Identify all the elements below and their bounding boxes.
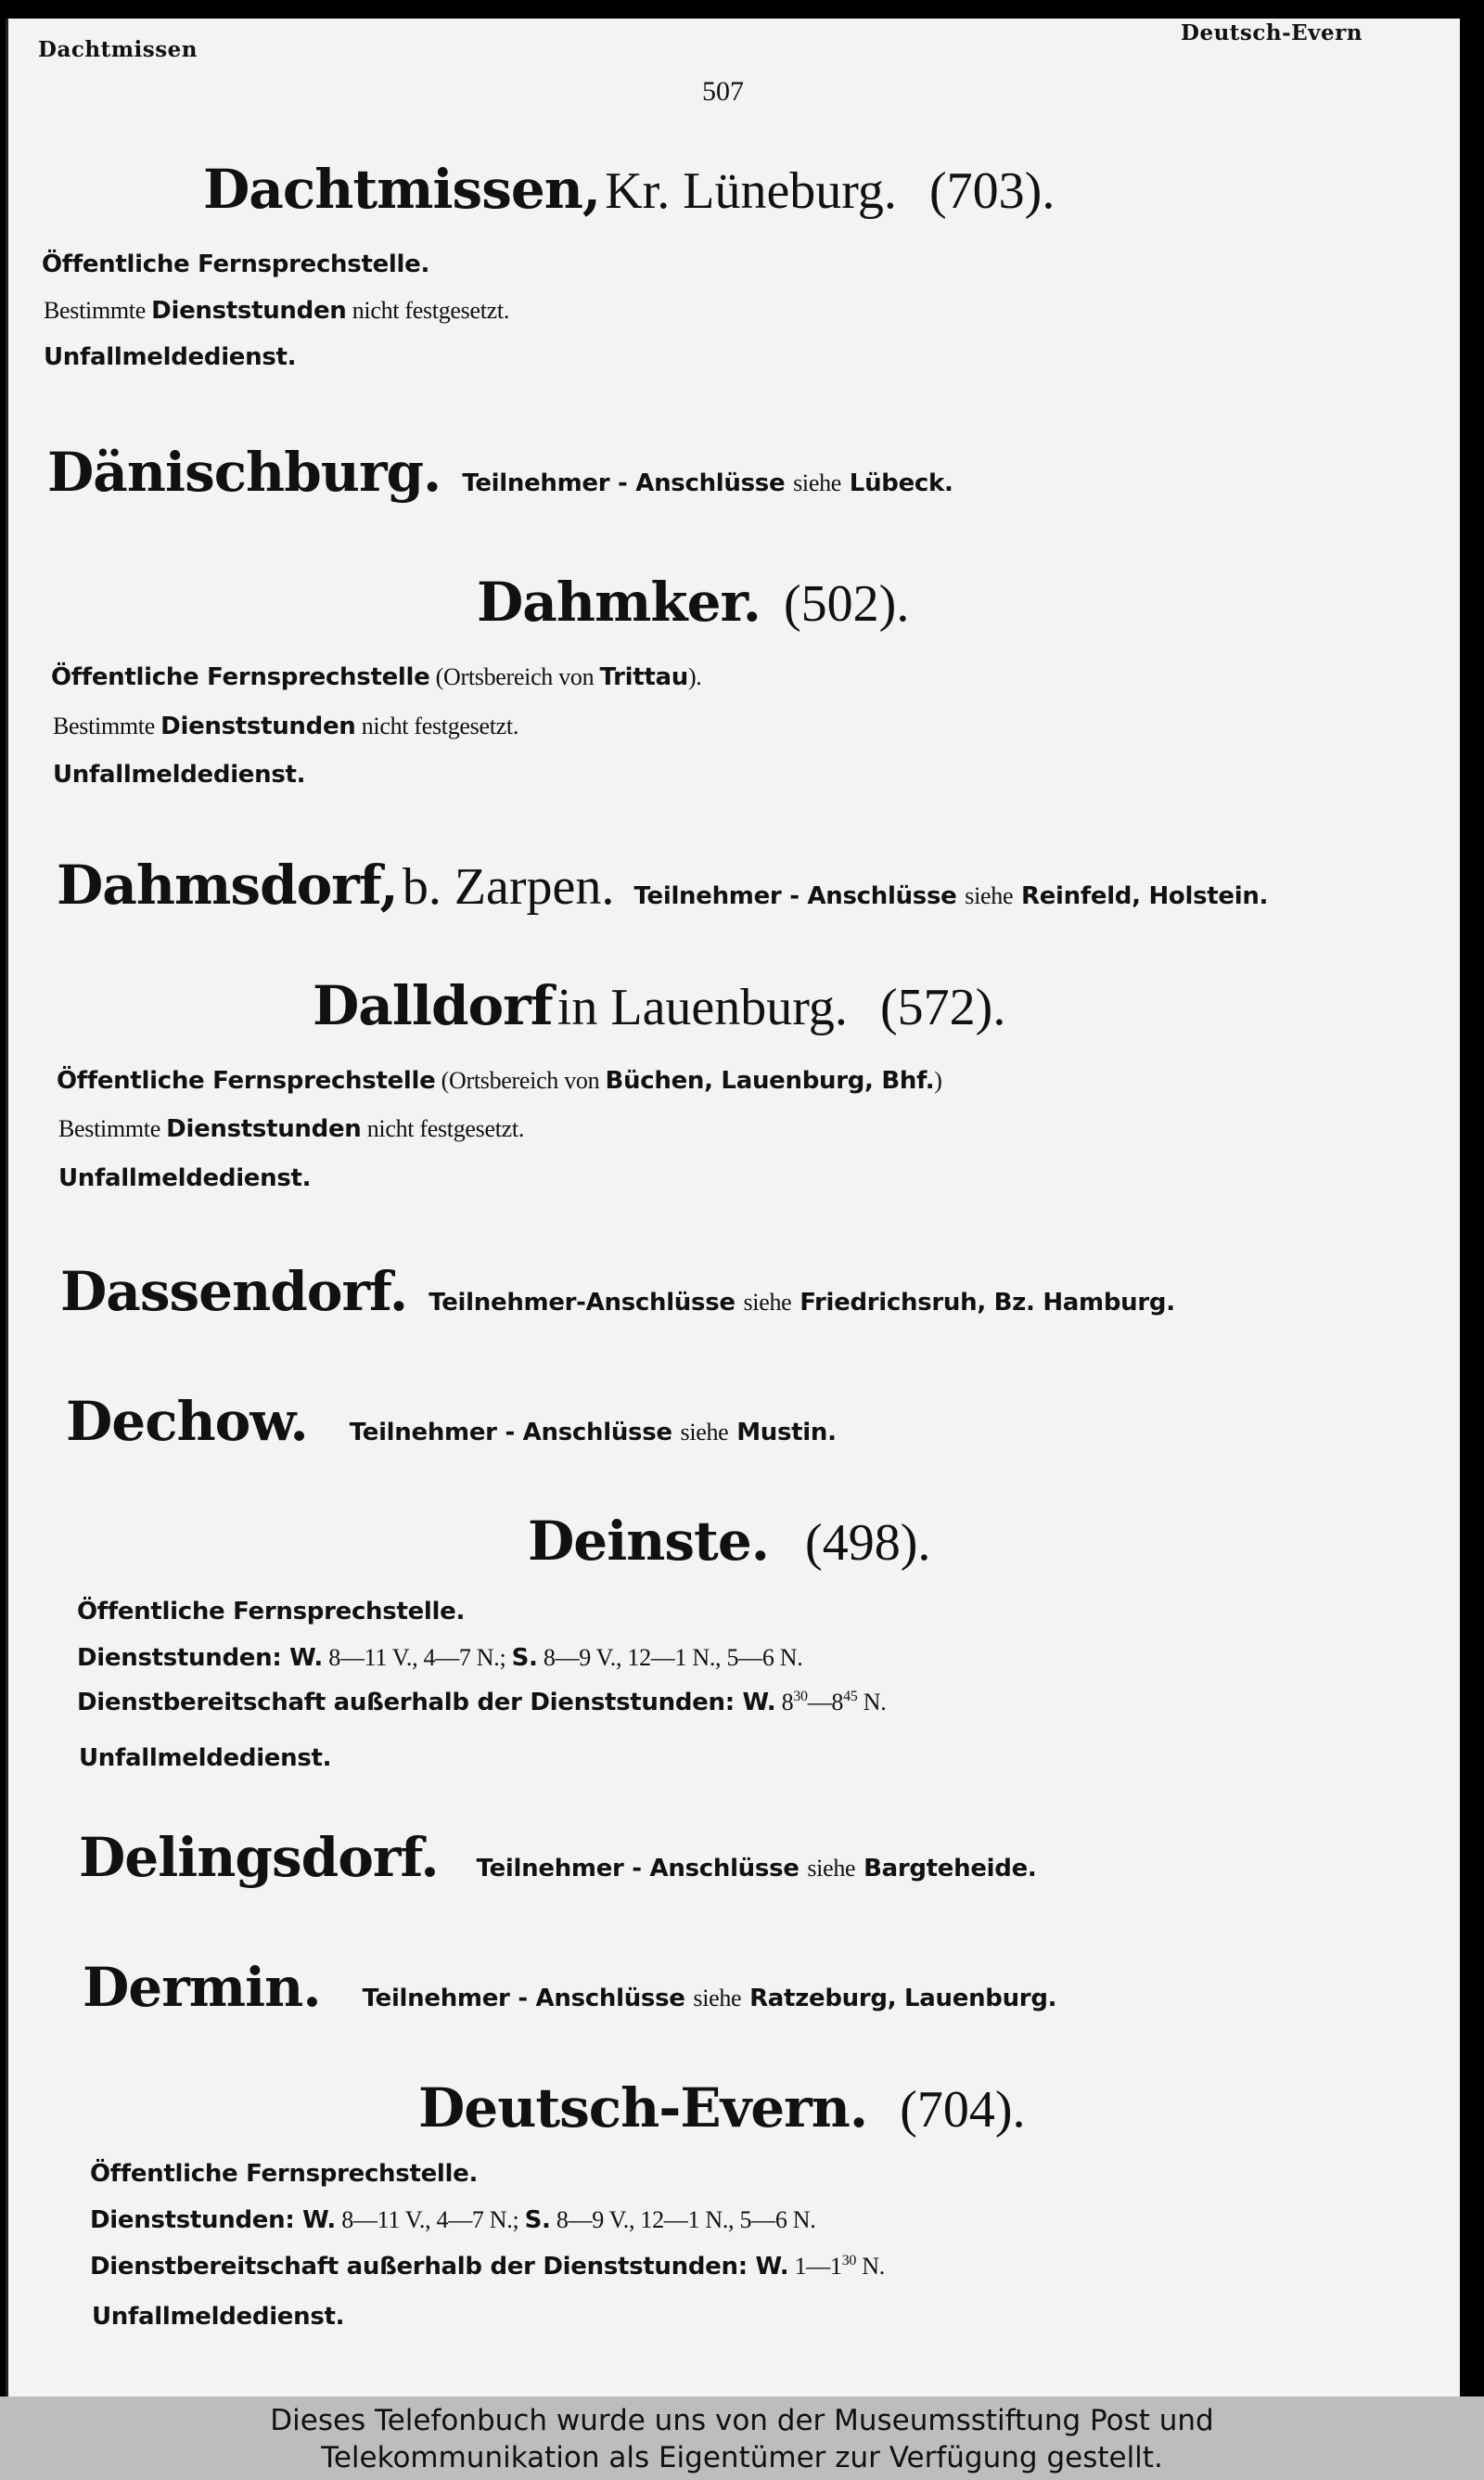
cross-reference: Teilnehmer - Anschlüsse siehe Ratzeburg, Lauenburg.: [362, 1985, 1057, 2012]
entry-line: Unfallmeldedienst.: [53, 761, 306, 789]
entry-line: Unfallmeldedienst.: [58, 1164, 312, 1192]
entry-heading: [203, 158, 1055, 221]
running-header-left: Dachtmissen: [38, 37, 198, 62]
footer-line-2: Telekommunikation als Eigentümer zur Verfügung gestellt.: [321, 2441, 1163, 2474]
place-name: Dahmsdorf,: [57, 854, 398, 917]
place-location: b. Zarpen.: [402, 858, 615, 916]
place-location: Kr. Lüneburg.: [605, 162, 897, 220]
exchange-number: (572).: [880, 979, 1006, 1036]
place-name: Dachtmissen,: [203, 158, 601, 221]
exchange-number: (703).: [929, 162, 1055, 220]
cross-reference: Teilnehmer - Anschlüsse siehe Reinfeld, Holstein.: [633, 882, 1269, 910]
entry-line: Dienstbereitschaft außerhalb der Dienststunden: W. $1—1^{30}$ N.: [90, 2253, 885, 2281]
place-name: Dechow.: [66, 1390, 308, 1453]
entry-line: Bestimmte Dienststunden nicht festgesetzt.: [44, 297, 510, 325]
entry-heading: [528, 1510, 930, 1573]
place-name: Delingsdorf.: [79, 1826, 439, 1889]
entry-line: Öffentliche Fernsprechstelle.: [42, 251, 430, 278]
exchange-number: (502).: [784, 575, 910, 633]
place-location: in Lauenburg.: [556, 979, 848, 1036]
entry-heading: [418, 2076, 1026, 2139]
attribution-footer: [0, 2396, 1484, 2480]
entry-line: Öffentliche Fernsprechstelle.: [90, 2160, 479, 2188]
cross-reference: Teilnehmer - Anschlüsse siehe Mustin.: [349, 1419, 837, 1446]
entry-line: Unfallmeldedienst.: [79, 1744, 332, 1772]
entry-line: Unfallmeldedienst.: [44, 343, 297, 371]
entry-heading: [60, 1260, 1175, 1323]
running-header-right: Deutsch-Evern: [1181, 20, 1363, 45]
page-number: 507: [702, 76, 744, 107]
entry-line: Öffentliche Fernsprechstelle.: [77, 1598, 466, 1625]
directory-page: [6, 19, 1460, 2396]
place-name: Dänischburg.: [47, 441, 441, 504]
place-name: Dalldorf: [313, 974, 553, 1037]
entry-heading: [83, 1956, 1056, 2019]
exchange-number: (498).: [805, 1514, 931, 1572]
entry-line: Bestimmte Dienststunden nicht festgesetzt.: [53, 713, 519, 740]
place-name: Dassendorf.: [60, 1260, 408, 1323]
entry-heading: [66, 1390, 837, 1453]
cross-reference: Teilnehmer - Anschlüsse siehe Lübeck.: [462, 469, 953, 497]
exchange-number: (704).: [900, 2081, 1026, 2139]
entry-heading: [47, 441, 953, 504]
place-name: Dermin.: [83, 1956, 321, 2019]
entry-line: Öffentliche Fernsprechstelle (Ortsbereich von Trittau).: [51, 663, 702, 691]
place-name: Deutsch-Evern.: [418, 2076, 868, 2139]
entry-heading: [313, 974, 1005, 1037]
entry-line: Unfallmeldedienst.: [92, 2303, 345, 2331]
entry-line: Dienstbereitschaft außerhalb der Dienststunden: W. $8^{30}—8^{45}$ N.: [77, 1689, 887, 1716]
entry-line: Dienststunden: W. 8—11 V., 4—7 N.; S. 8—9 V., 12—1 N., 5—6 N.: [77, 1644, 803, 1672]
entry-heading: [477, 571, 909, 634]
entry-line: Öffentliche Fernsprechstelle (Ortsbereich von Büchen, Lauenburg, Bhf.): [57, 1067, 942, 1095]
entry-heading: [57, 854, 1268, 917]
entry-line: Dienststunden: W. 8—11 V., 4—7 N.; S. 8—9 V., 12—1 N., 5—6 N.: [90, 2206, 816, 2234]
entry-heading: [79, 1826, 1037, 1889]
cross-reference: Teilnehmer-Anschlüsse siehe Friedrichsruh, Bz. Hamburg.: [429, 1289, 1175, 1317]
place-name: Dahmker.: [477, 571, 761, 634]
place-name: Deinste.: [528, 1510, 769, 1573]
cross-reference: Teilnehmer - Anschlüsse siehe Bargteheide.: [476, 1855, 1037, 1882]
entry-line: Bestimmte Dienststunden nicht festgesetzt.: [58, 1115, 525, 1143]
footer-line-1: Dieses Telefonbuch wurde uns von der Museumsstiftung Post und: [270, 2404, 1214, 2437]
